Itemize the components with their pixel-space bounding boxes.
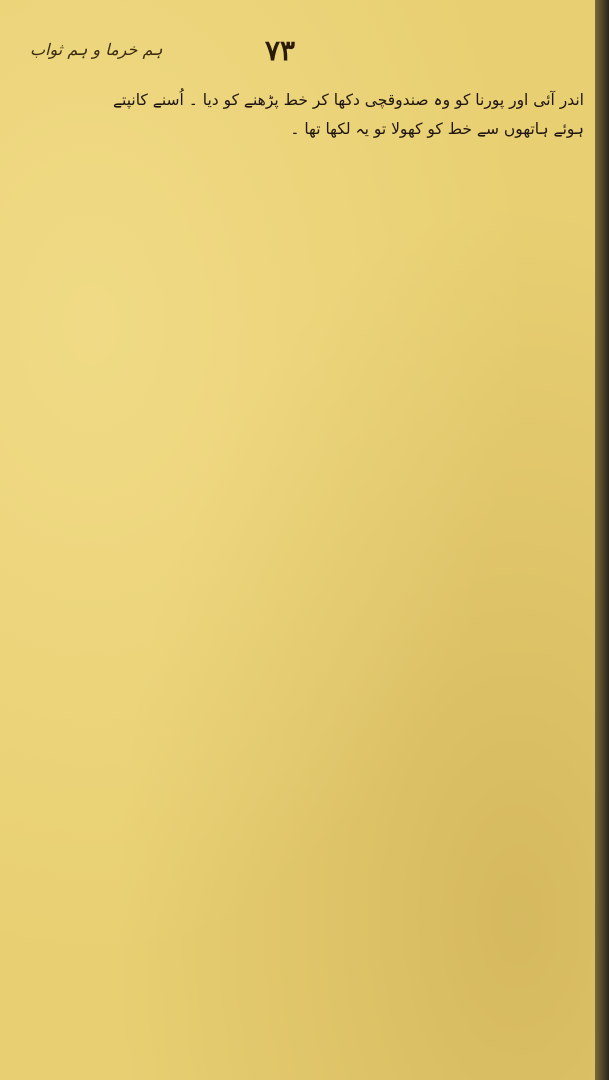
text-line: اندر آئی اور پورنا کو وہ صندوقچی دکھا کر خط پڑھنے کو دیا ۔ اُسنے کانپتے — [112, 91, 584, 109]
text-line — [34, 258, 584, 287]
text-line — [34, 574, 584, 603]
text-line — [34, 344, 584, 373]
text-line — [34, 889, 584, 918]
text-line — [34, 947, 584, 976]
text-line: ہوئے ہاتھوں سے خط کو کھولا تو یہ لکھا تھا ۔ — [290, 119, 584, 138]
text-line — [34, 746, 584, 775]
text-line — [34, 975, 584, 1004]
text-line — [34, 918, 584, 947]
text-line — [34, 316, 584, 345]
text-line — [34, 516, 584, 545]
text-line — [34, 775, 584, 804]
text-line — [34, 660, 584, 689]
text-line — [34, 832, 584, 861]
text-line — [34, 602, 584, 631]
page-edge-shadow — [595, 0, 609, 1080]
text-line — [34, 143, 584, 172]
text-line — [34, 373, 584, 402]
text-line — [34, 430, 584, 459]
urdu-text-body — [34, 86, 584, 1066]
text-line — [34, 688, 584, 717]
page-number: ۷۳ — [265, 34, 296, 67]
text-line — [34, 803, 584, 832]
text-line — [34, 545, 584, 574]
text-line — [34, 287, 584, 316]
text-line — [34, 172, 584, 201]
text-line — [34, 229, 584, 258]
text-line — [34, 861, 584, 890]
text-line — [34, 201, 584, 230]
running-title: ہم خرما و ہم ثواب — [30, 40, 163, 59]
page-header — [0, 34, 595, 78]
text-line — [34, 1033, 584, 1062]
text-line — [34, 459, 584, 488]
text-line — [34, 717, 584, 746]
text-line — [34, 631, 584, 660]
text-line — [34, 488, 584, 517]
text-line — [34, 402, 584, 431]
text-line — [34, 1004, 584, 1033]
